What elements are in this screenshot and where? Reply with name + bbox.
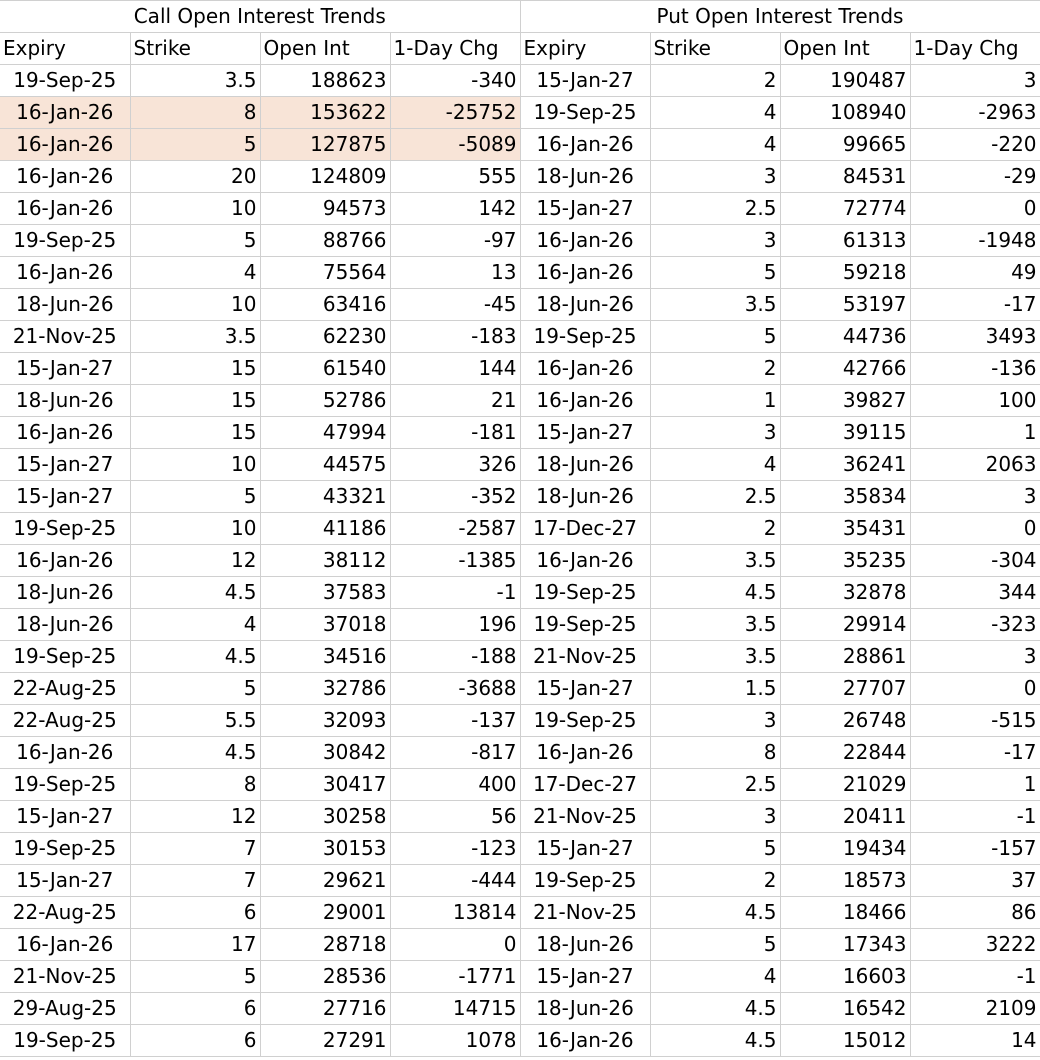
call-expiry-cell[interactable]: 15-Jan-27 <box>0 801 130 833</box>
table-row <box>0 865 1040 897</box>
put-strike-cell[interactable]: 3 <box>650 705 780 737</box>
call-expiry-cell[interactable]: 21-Nov-25 <box>0 321 130 353</box>
put-1day-chg-cell[interactable]: -1948 <box>910 225 1040 257</box>
call-expiry-cell[interactable]: 16-Jan-26 <box>0 193 130 225</box>
put-strike-cell[interactable]: 2.5 <box>650 193 780 225</box>
call-expiry-cell[interactable]: 16-Jan-26 <box>0 161 130 193</box>
call-strike-cell[interactable]: 10 <box>130 289 260 321</box>
put-expiry-cell[interactable]: 19-Sep-25 <box>520 609 650 641</box>
call-expiry-cell[interactable]: 16-Jan-26 <box>0 737 130 769</box>
call-1day-chg-cell[interactable]: -137 <box>390 705 520 737</box>
put-expiry-cell[interactable]: 18-Jun-26 <box>520 289 650 321</box>
put-open-int-cell[interactable]: 28861 <box>780 641 910 673</box>
put-open-int-cell[interactable]: 53197 <box>780 289 910 321</box>
table-row <box>0 577 1040 609</box>
call-open-int-cell[interactable]: 29001 <box>260 897 390 929</box>
table-row <box>0 97 1040 129</box>
put-strike-cell[interactable]: 3.5 <box>650 641 780 673</box>
put-open-int-cell[interactable]: 17343 <box>780 929 910 961</box>
put-strike-cell[interactable]: 3 <box>650 801 780 833</box>
put-open-int-cell[interactable]: 29914 <box>780 609 910 641</box>
table-row <box>0 993 1040 1025</box>
call-expiry-cell[interactable]: 18-Jun-26 <box>0 609 130 641</box>
call-strike-cell[interactable]: 5 <box>130 481 260 513</box>
call-open-int-cell[interactable]: 34516 <box>260 641 390 673</box>
put-1day-chg-cell[interactable]: -2963 <box>910 97 1040 129</box>
table-row <box>0 129 1040 161</box>
put-open-int-header[interactable]: Open Int <box>780 33 910 65</box>
call-1day-chg-cell[interactable]: 326 <box>390 449 520 481</box>
put-open-int-cell[interactable]: 22844 <box>780 737 910 769</box>
table-row <box>0 1025 1040 1057</box>
put-expiry-cell[interactable]: 17-Dec-27 <box>520 513 650 545</box>
call-expiry-cell[interactable]: 29-Aug-25 <box>0 993 130 1025</box>
put-open-int-cell[interactable]: 42766 <box>780 353 910 385</box>
put-1day-chg-cell[interactable]: 2063 <box>910 449 1040 481</box>
call-strike-cell[interactable]: 15 <box>130 353 260 385</box>
call-open-int-cell[interactable]: 30417 <box>260 769 390 801</box>
put-expiry-cell[interactable]: 15-Jan-27 <box>520 673 650 705</box>
call-strike-cell[interactable]: 17 <box>130 929 260 961</box>
put-strike-cell[interactable]: 4 <box>650 129 780 161</box>
put-expiry-cell[interactable]: 19-Sep-25 <box>520 705 650 737</box>
call-1day-chg-cell[interactable]: -2587 <box>390 513 520 545</box>
put-open-int-cell[interactable]: 44736 <box>780 321 910 353</box>
table-row <box>0 801 1040 833</box>
put-1day-chg-cell[interactable]: 3 <box>910 481 1040 513</box>
put-expiry-cell[interactable]: 16-Jan-26 <box>520 225 650 257</box>
table-row <box>0 513 1040 545</box>
table-row <box>0 449 1040 481</box>
put-open-int-cell[interactable]: 72774 <box>780 193 910 225</box>
put-1day-chg-cell[interactable]: 0 <box>910 513 1040 545</box>
call-expiry-cell[interactable]: 16-Jan-26 <box>0 417 130 449</box>
call-open-int-cell[interactable]: 27291 <box>260 1025 390 1057</box>
put-open-int-cell[interactable]: 59218 <box>780 257 910 289</box>
table-row <box>0 641 1040 673</box>
put-expiry-cell[interactable]: 19-Sep-25 <box>520 97 650 129</box>
put-open-int-cell[interactable]: 190487 <box>780 65 910 97</box>
call-open-int-cell[interactable]: 30258 <box>260 801 390 833</box>
put-strike-cell[interactable]: 8 <box>650 737 780 769</box>
put-strike-cell[interactable]: 4.5 <box>650 1025 780 1057</box>
table-row <box>0 225 1040 257</box>
put-strike-cell[interactable]: 3 <box>650 161 780 193</box>
call-expiry-cell[interactable]: 21-Nov-25 <box>0 961 130 993</box>
call-open-int-cell[interactable]: 43321 <box>260 481 390 513</box>
put-strike-cell[interactable]: 3.5 <box>650 609 780 641</box>
put-1day-chg-cell[interactable]: 3493 <box>910 321 1040 353</box>
call-expiry-cell[interactable]: 15-Jan-27 <box>0 481 130 513</box>
call-expiry-cell[interactable]: 18-Jun-26 <box>0 289 130 321</box>
put-expiry-cell[interactable]: 21-Nov-25 <box>520 801 650 833</box>
call-open-int-header[interactable]: Open Int <box>260 33 390 65</box>
put-expiry-cell[interactable]: 16-Jan-26 <box>520 545 650 577</box>
call-1day-chg-cell[interactable]: -352 <box>390 481 520 513</box>
call-open-int-cell[interactable]: 29621 <box>260 865 390 897</box>
call-1day-chg-cell[interactable]: -1385 <box>390 545 520 577</box>
put-open-int-cell[interactable]: 21029 <box>780 769 910 801</box>
table-body <box>0 65 1040 1057</box>
call-1day-chg-cell[interactable]: 0 <box>390 929 520 961</box>
call-strike-cell[interactable]: 5 <box>130 673 260 705</box>
call-1day-chg-cell[interactable]: -5089 <box>390 129 520 161</box>
call-strike-cell[interactable]: 5.5 <box>130 705 260 737</box>
put-strike-cell[interactable]: 4 <box>650 961 780 993</box>
table-row <box>0 929 1040 961</box>
put-expiry-cell[interactable]: 21-Nov-25 <box>520 897 650 929</box>
call-expiry-cell[interactable]: 15-Jan-27 <box>0 865 130 897</box>
put-1day-chg-cell[interactable]: 86 <box>910 897 1040 929</box>
put-1day-chg-cell[interactable]: 1 <box>910 417 1040 449</box>
call-strike-cell[interactable]: 10 <box>130 513 260 545</box>
put-open-int-cell[interactable]: 32878 <box>780 577 910 609</box>
put-strike-cell[interactable]: 5 <box>650 929 780 961</box>
put-1day-chg-cell[interactable]: 49 <box>910 257 1040 289</box>
call-1day-chg-cell[interactable]: -25752 <box>390 97 520 129</box>
put-expiry-cell[interactable]: 19-Sep-25 <box>520 865 650 897</box>
call-1day-chg-cell[interactable]: -123 <box>390 833 520 865</box>
call-open-int-cell[interactable]: 28718 <box>260 929 390 961</box>
call-open-int-cell[interactable]: 41186 <box>260 513 390 545</box>
call-expiry-cell[interactable]: 19-Sep-25 <box>0 1025 130 1057</box>
call-strike-cell[interactable]: 4 <box>130 609 260 641</box>
table-row <box>0 609 1040 641</box>
call-strike-cell[interactable]: 5 <box>130 129 260 161</box>
call-expiry-cell[interactable]: 19-Sep-25 <box>0 641 130 673</box>
put-open-int-cell[interactable]: 61313 <box>780 225 910 257</box>
put-expiry-cell[interactable]: 18-Jun-26 <box>520 929 650 961</box>
put-1day-chg-cell[interactable]: -515 <box>910 705 1040 737</box>
table-row <box>0 897 1040 929</box>
call-1day-chg-cell[interactable]: -183 <box>390 321 520 353</box>
call-1day-chg-cell[interactable]: 13814 <box>390 897 520 929</box>
call-expiry-cell[interactable]: 18-Jun-26 <box>0 385 130 417</box>
put-1day-chg-header[interactable]: 1-Day Chg <box>910 33 1040 65</box>
call-strike-cell[interactable]: 7 <box>130 833 260 865</box>
put-expiry-cell[interactable]: 17-Dec-27 <box>520 769 650 801</box>
call-open-int-cell[interactable]: 27716 <box>260 993 390 1025</box>
put-open-int-cell[interactable]: 39115 <box>780 417 910 449</box>
put-1day-chg-cell[interactable]: -323 <box>910 609 1040 641</box>
put-open-int-cell[interactable]: 39827 <box>780 385 910 417</box>
put-strike-cell[interactable]: 4 <box>650 97 780 129</box>
call-1day-chg-cell[interactable]: -340 <box>390 65 520 97</box>
call-expiry-cell[interactable]: 16-Jan-26 <box>0 257 130 289</box>
call-expiry-cell[interactable]: 16-Jan-26 <box>0 129 130 161</box>
call-section-title[interactable]: Call Open Interest Trends <box>0 1 520 33</box>
call-strike-cell[interactable]: 5 <box>130 961 260 993</box>
put-strike-cell[interactable]: 5 <box>650 321 780 353</box>
call-open-int-cell[interactable]: 28536 <box>260 961 390 993</box>
put-strike-cell[interactable]: 3 <box>650 225 780 257</box>
put-expiry-cell[interactable]: 18-Jun-26 <box>520 161 650 193</box>
put-expiry-cell[interactable]: 18-Jun-26 <box>520 993 650 1025</box>
call-strike-cell[interactable]: 3.5 <box>130 321 260 353</box>
put-strike-cell[interactable]: 2 <box>650 865 780 897</box>
put-open-int-cell[interactable]: 26748 <box>780 705 910 737</box>
call-expiry-cell[interactable]: 19-Sep-25 <box>0 65 130 97</box>
call-open-int-cell[interactable]: 47994 <box>260 417 390 449</box>
call-open-int-cell[interactable]: 62230 <box>260 321 390 353</box>
put-open-int-cell[interactable]: 36241 <box>780 449 910 481</box>
put-1day-chg-cell[interactable]: -17 <box>910 737 1040 769</box>
put-strike-cell[interactable]: 1 <box>650 385 780 417</box>
table-row <box>0 257 1040 289</box>
call-open-int-cell[interactable]: 124809 <box>260 161 390 193</box>
call-1day-chg-cell[interactable]: -817 <box>390 737 520 769</box>
put-strike-cell[interactable]: 2 <box>650 65 780 97</box>
put-open-int-cell[interactable]: 18466 <box>780 897 910 929</box>
call-1day-chg-cell[interactable]: 400 <box>390 769 520 801</box>
put-strike-cell[interactable]: 4.5 <box>650 577 780 609</box>
put-open-int-cell[interactable]: 16603 <box>780 961 910 993</box>
put-1day-chg-cell[interactable]: -304 <box>910 545 1040 577</box>
call-1day-chg-header[interactable]: 1-Day Chg <box>390 33 520 65</box>
put-strike-cell[interactable]: 3.5 <box>650 545 780 577</box>
call-1day-chg-cell[interactable]: 14715 <box>390 993 520 1025</box>
call-strike-cell[interactable]: 4.5 <box>130 641 260 673</box>
put-1day-chg-cell[interactable]: 0 <box>910 193 1040 225</box>
call-expiry-header[interactable]: Expiry <box>0 33 130 65</box>
call-expiry-cell[interactable]: 19-Sep-25 <box>0 225 130 257</box>
put-expiry-cell[interactable]: 19-Sep-25 <box>520 321 650 353</box>
call-strike-cell[interactable]: 4 <box>130 257 260 289</box>
call-open-int-cell[interactable]: 127875 <box>260 129 390 161</box>
call-1day-chg-cell[interactable]: 1078 <box>390 1025 520 1057</box>
call-expiry-cell[interactable]: 22-Aug-25 <box>0 705 130 737</box>
put-strike-cell[interactable]: 2 <box>650 353 780 385</box>
call-1day-chg-cell[interactable]: 144 <box>390 353 520 385</box>
put-strike-cell[interactable]: 5 <box>650 833 780 865</box>
put-strike-cell[interactable]: 4.5 <box>650 897 780 929</box>
put-strike-cell[interactable]: 2 <box>650 513 780 545</box>
call-open-int-cell[interactable]: 38112 <box>260 545 390 577</box>
call-strike-cell[interactable]: 15 <box>130 417 260 449</box>
table-row <box>0 961 1040 993</box>
put-open-int-cell[interactable]: 99665 <box>780 129 910 161</box>
put-1day-chg-cell[interactable]: 37 <box>910 865 1040 897</box>
put-expiry-cell[interactable]: 16-Jan-26 <box>520 129 650 161</box>
call-strike-cell[interactable]: 15 <box>130 385 260 417</box>
call-expiry-cell[interactable]: 15-Jan-27 <box>0 353 130 385</box>
put-open-int-cell[interactable]: 35431 <box>780 513 910 545</box>
call-strike-cell[interactable]: 6 <box>130 993 260 1025</box>
put-expiry-cell[interactable]: 15-Jan-27 <box>520 833 650 865</box>
table-row <box>0 481 1040 513</box>
put-expiry-cell[interactable]: 16-Jan-26 <box>520 257 650 289</box>
call-1day-chg-cell[interactable]: 21 <box>390 385 520 417</box>
call-open-int-cell[interactable]: 44575 <box>260 449 390 481</box>
put-1day-chg-cell[interactable]: -220 <box>910 129 1040 161</box>
call-strike-cell[interactable]: 3.5 <box>130 65 260 97</box>
call-1day-chg-cell[interactable]: 196 <box>390 609 520 641</box>
put-1day-chg-cell[interactable]: -157 <box>910 833 1040 865</box>
call-open-int-cell[interactable]: 75564 <box>260 257 390 289</box>
put-expiry-cell[interactable]: 19-Sep-25 <box>520 577 650 609</box>
call-1day-chg-cell[interactable]: -45 <box>390 289 520 321</box>
table-row <box>0 417 1040 449</box>
call-strike-header[interactable]: Strike <box>130 33 260 65</box>
put-1day-chg-cell[interactable]: 3222 <box>910 929 1040 961</box>
title-row <box>0 1 1040 33</box>
table-row <box>0 65 1040 97</box>
put-strike-cell[interactable]: 5 <box>650 257 780 289</box>
put-1day-chg-cell[interactable]: 0 <box>910 673 1040 705</box>
call-expiry-cell[interactable]: 16-Jan-26 <box>0 97 130 129</box>
put-1day-chg-cell[interactable]: 14 <box>910 1025 1040 1057</box>
call-strike-cell[interactable]: 20 <box>130 161 260 193</box>
put-open-int-cell[interactable]: 19434 <box>780 833 910 865</box>
table-row <box>0 289 1040 321</box>
call-open-int-cell[interactable]: 61540 <box>260 353 390 385</box>
table-row <box>0 353 1040 385</box>
put-expiry-cell[interactable]: 16-Jan-26 <box>520 737 650 769</box>
put-expiry-cell[interactable]: 18-Jun-26 <box>520 481 650 513</box>
call-1day-chg-cell[interactable]: -188 <box>390 641 520 673</box>
call-strike-cell[interactable]: 10 <box>130 193 260 225</box>
put-open-int-cell[interactable]: 16542 <box>780 993 910 1025</box>
table-row <box>0 545 1040 577</box>
call-strike-cell[interactable]: 8 <box>130 769 260 801</box>
call-1day-chg-cell[interactable]: -97 <box>390 225 520 257</box>
call-strike-cell[interactable]: 12 <box>130 801 260 833</box>
call-strike-cell[interactable]: 4.5 <box>130 737 260 769</box>
call-strike-cell[interactable]: 6 <box>130 897 260 929</box>
put-1day-chg-cell[interactable]: -136 <box>910 353 1040 385</box>
put-open-int-cell[interactable]: 35235 <box>780 545 910 577</box>
put-strike-header[interactable]: Strike <box>650 33 780 65</box>
put-expiry-cell[interactable]: 15-Jan-27 <box>520 65 650 97</box>
call-strike-cell[interactable]: 5 <box>130 225 260 257</box>
call-strike-cell[interactable]: 7 <box>130 865 260 897</box>
call-open-int-cell[interactable]: 30153 <box>260 833 390 865</box>
call-1day-chg-cell[interactable]: -1 <box>390 577 520 609</box>
put-open-int-cell[interactable]: 27707 <box>780 673 910 705</box>
put-1day-chg-cell[interactable]: 1 <box>910 769 1040 801</box>
call-open-int-cell[interactable]: 153622 <box>260 97 390 129</box>
call-1day-chg-cell[interactable]: -1771 <box>390 961 520 993</box>
put-open-int-cell[interactable]: 84531 <box>780 161 910 193</box>
put-expiry-header[interactable]: Expiry <box>520 33 650 65</box>
call-open-int-cell[interactable]: 88766 <box>260 225 390 257</box>
table-row <box>0 161 1040 193</box>
call-strike-cell[interactable]: 12 <box>130 545 260 577</box>
call-1day-chg-cell[interactable]: 56 <box>390 801 520 833</box>
put-open-int-cell[interactable]: 108940 <box>780 97 910 129</box>
call-expiry-cell[interactable]: 16-Jan-26 <box>0 929 130 961</box>
call-1day-chg-cell[interactable]: 142 <box>390 193 520 225</box>
call-expiry-cell[interactable]: 19-Sep-25 <box>0 833 130 865</box>
put-open-int-cell[interactable]: 35834 <box>780 481 910 513</box>
put-open-int-cell[interactable]: 15012 <box>780 1025 910 1057</box>
put-1day-chg-cell[interactable]: 344 <box>910 577 1040 609</box>
call-open-int-cell[interactable]: 52786 <box>260 385 390 417</box>
call-1day-chg-cell[interactable]: -3688 <box>390 673 520 705</box>
call-1day-chg-cell[interactable]: -444 <box>390 865 520 897</box>
table-row <box>0 321 1040 353</box>
call-strike-cell[interactable]: 4.5 <box>130 577 260 609</box>
call-expiry-cell[interactable]: 16-Jan-26 <box>0 545 130 577</box>
put-strike-cell[interactable]: 2.5 <box>650 769 780 801</box>
header-row <box>0 33 1040 65</box>
call-expiry-cell[interactable]: 19-Sep-25 <box>0 769 130 801</box>
call-strike-cell[interactable]: 10 <box>130 449 260 481</box>
call-1day-chg-cell[interactable]: -181 <box>390 417 520 449</box>
call-expiry-cell[interactable]: 15-Jan-27 <box>0 449 130 481</box>
put-strike-cell[interactable]: 2.5 <box>650 481 780 513</box>
put-1day-chg-cell[interactable]: 2109 <box>910 993 1040 1025</box>
call-open-int-cell[interactable]: 94573 <box>260 193 390 225</box>
put-1day-chg-cell[interactable]: -1 <box>910 961 1040 993</box>
call-strike-cell[interactable]: 6 <box>130 1025 260 1057</box>
table-row <box>0 737 1040 769</box>
put-1day-chg-cell[interactable]: -1 <box>910 801 1040 833</box>
put-1day-chg-cell[interactable]: 100 <box>910 385 1040 417</box>
call-open-int-cell[interactable]: 30842 <box>260 737 390 769</box>
put-expiry-cell[interactable]: 16-Jan-26 <box>520 353 650 385</box>
put-expiry-cell[interactable]: 15-Jan-27 <box>520 417 650 449</box>
call-expiry-cell[interactable]: 18-Jun-26 <box>0 577 130 609</box>
table-row <box>0 769 1040 801</box>
put-expiry-cell[interactable]: 21-Nov-25 <box>520 641 650 673</box>
call-open-int-cell[interactable]: 32786 <box>260 673 390 705</box>
put-expiry-cell[interactable]: 15-Jan-27 <box>520 961 650 993</box>
call-open-int-cell[interactable]: 37583 <box>260 577 390 609</box>
call-open-int-cell[interactable]: 188623 <box>260 65 390 97</box>
put-1day-chg-cell[interactable]: 3 <box>910 65 1040 97</box>
put-strike-cell[interactable]: 3.5 <box>650 289 780 321</box>
put-strike-cell[interactable]: 4.5 <box>650 993 780 1025</box>
put-1day-chg-cell[interactable]: 3 <box>910 641 1040 673</box>
put-expiry-cell[interactable]: 15-Jan-27 <box>520 193 650 225</box>
table-row <box>0 193 1040 225</box>
call-1day-chg-cell[interactable]: 13 <box>390 257 520 289</box>
call-expiry-cell[interactable]: 22-Aug-25 <box>0 673 130 705</box>
put-expiry-cell[interactable]: 16-Jan-26 <box>520 1025 650 1057</box>
put-open-int-cell[interactable]: 18573 <box>780 865 910 897</box>
call-open-int-cell[interactable]: 37018 <box>260 609 390 641</box>
put-strike-cell[interactable]: 3 <box>650 417 780 449</box>
put-1day-chg-cell[interactable]: -17 <box>910 289 1040 321</box>
call-open-int-cell[interactable]: 63416 <box>260 289 390 321</box>
put-strike-cell[interactable]: 1.5 <box>650 673 780 705</box>
call-1day-chg-cell[interactable]: 555 <box>390 161 520 193</box>
put-expiry-cell[interactable]: 18-Jun-26 <box>520 449 650 481</box>
call-expiry-cell[interactable]: 22-Aug-25 <box>0 897 130 929</box>
put-expiry-cell[interactable]: 16-Jan-26 <box>520 385 650 417</box>
table-row <box>0 385 1040 417</box>
call-expiry-cell[interactable]: 19-Sep-25 <box>0 513 130 545</box>
put-open-int-cell[interactable]: 20411 <box>780 801 910 833</box>
table-row <box>0 673 1040 705</box>
put-1day-chg-cell[interactable]: -29 <box>910 161 1040 193</box>
call-strike-cell[interactable]: 8 <box>130 97 260 129</box>
table-row <box>0 833 1040 865</box>
put-section-title[interactable]: Put Open Interest Trends <box>520 1 1040 33</box>
call-open-int-cell[interactable]: 32093 <box>260 705 390 737</box>
table-row <box>0 705 1040 737</box>
put-strike-cell[interactable]: 4 <box>650 449 780 481</box>
